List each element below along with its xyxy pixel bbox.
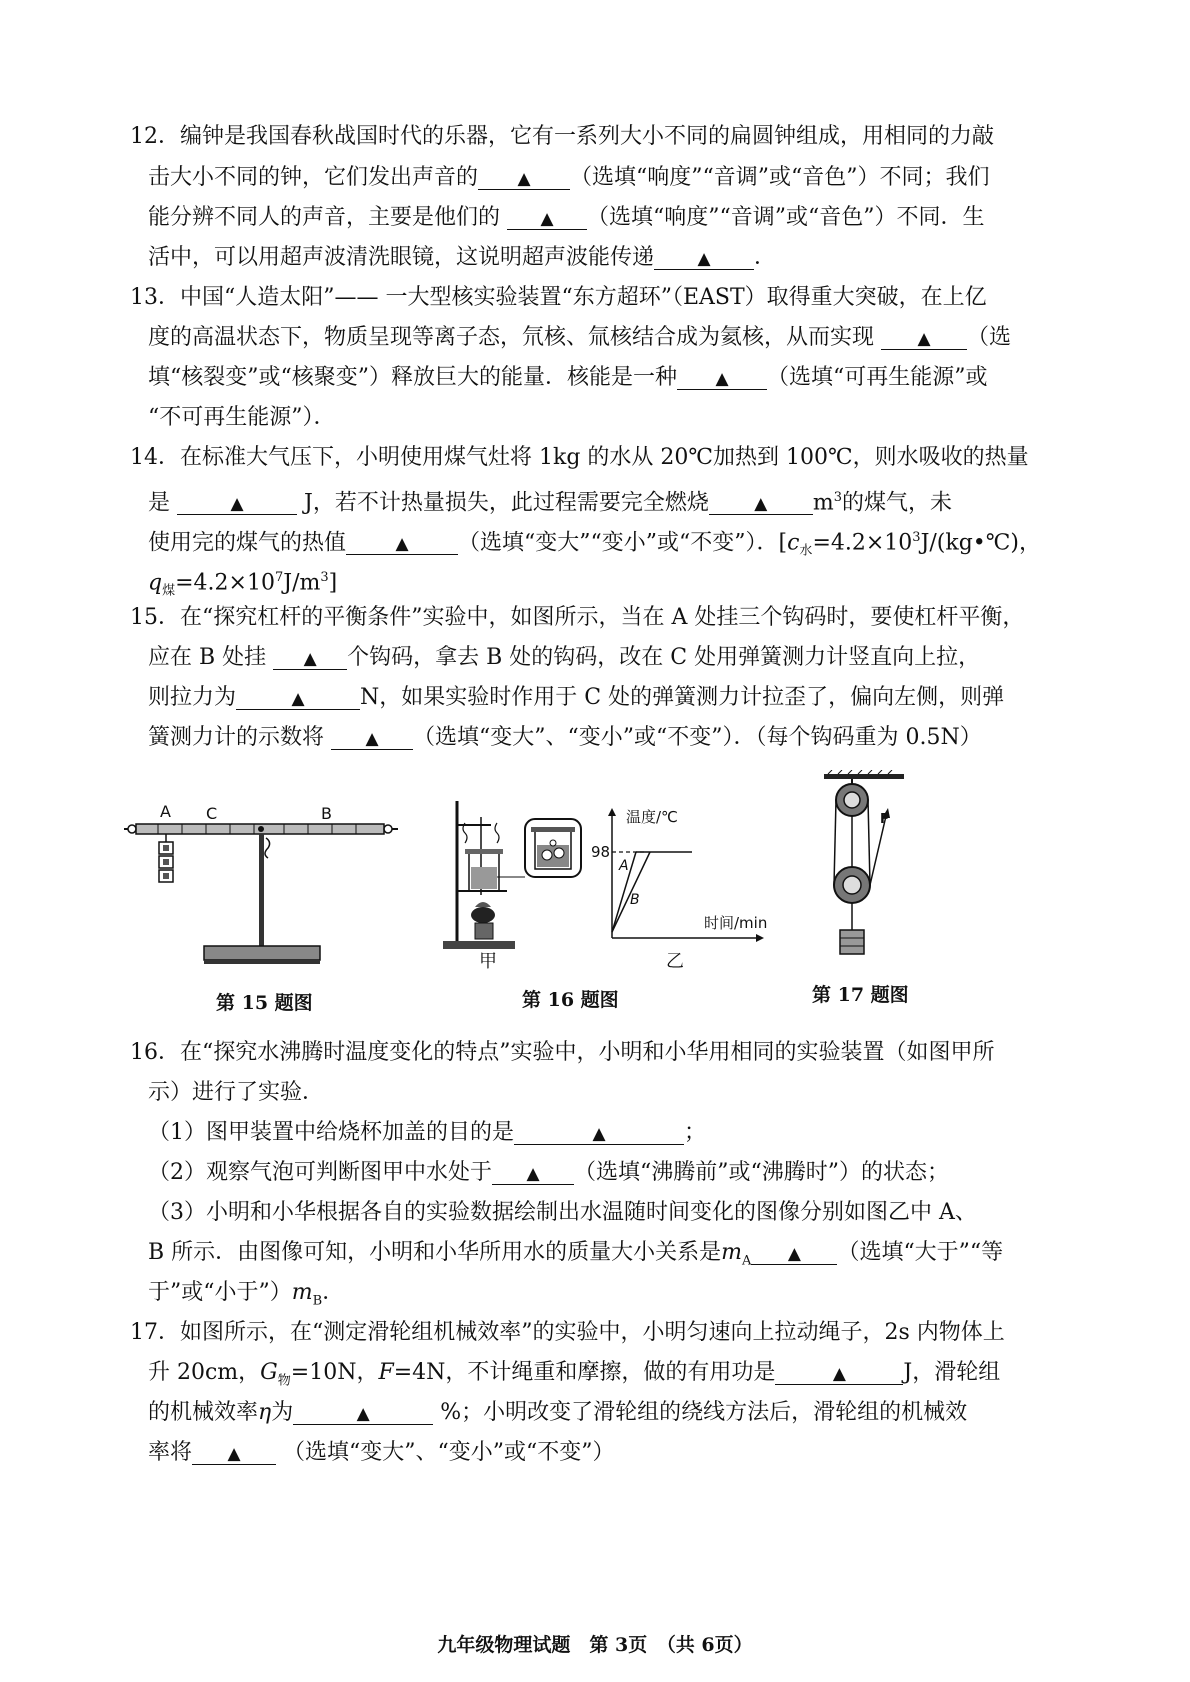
- answer-blank[interactable]: [514, 1118, 684, 1145]
- blank-marker: ▲: [832, 1364, 846, 1384]
- lever-label-c: C: [206, 804, 218, 823]
- q13-line2: 度的高温状态下，物质呈现等离子态，氘核、氚核结合成为氦核，从而实现 ▲ （选: [148, 325, 1012, 350]
- graph-tick-98: 98: [591, 843, 611, 861]
- blank-marker: ▲: [356, 1404, 370, 1424]
- answer-blank[interactable]: [709, 488, 813, 515]
- q16-line5: （3）小明和小华根据各自的实验数据绘制出水温随时间变化的图像分别如图乙中 A、: [148, 1200, 977, 1225]
- answer-blank[interactable]: [881, 323, 967, 350]
- blank-marker: ▲: [230, 494, 244, 515]
- q16-line7: 于”或“小于$”)m_B$．: [148, 1280, 345, 1309]
- answer-blank[interactable]: [478, 163, 570, 190]
- fig17-pulley-diagram: [810, 770, 920, 965]
- blank-marker: ▲: [365, 729, 379, 749]
- blank-marker: ▲: [754, 494, 768, 515]
- q14-line1: 14．在标准大气压下，小明使用煤气灶将 1kg 的水从 20℃加热到 100℃，则水吸收的热量: [130, 445, 1029, 470]
- blank-marker: ▲: [291, 689, 305, 709]
- q17-line2: 升 20cm，$G_物=10N$，F=4N，不计绳重和摩擦，做的有用功是 ▲ J，滑轮组: [148, 1360, 1001, 1389]
- q13-line1: 13．中国“人造太阳”—— 一大型核实验装置“东方超环”（EAST）取得重大突破，在上亿: [130, 285, 987, 310]
- graph-curve-b-label: B: [630, 892, 640, 908]
- blank-marker: ▲: [715, 369, 729, 389]
- blank-marker: ▲: [395, 534, 409, 555]
- answer-blank[interactable]: [654, 243, 754, 270]
- fig16-boiling-apparatus: [435, 795, 610, 955]
- q16-line2: 示）进行了实验．: [148, 1080, 325, 1105]
- fig16-label-yi: 乙: [666, 951, 684, 972]
- answer-blank[interactable]: [677, 363, 767, 390]
- q15-line1: 15．在“探究杠杆的平衡条件”实验中，如图所示，当在 A 处挂三个钩码时，要使杠杆平衡，: [130, 605, 1025, 630]
- q16-line1: 16．在“探究水沸腾时温度变化的特点”实验中，小明和小华用相同的实验装置（如图甲所: [130, 1040, 995, 1065]
- q12-line3: 能分辨不同人的声音，主要是他们的 ▲ （选填“响度”“音调”或“音色”）不同．生: [148, 205, 985, 230]
- answer-blank[interactable]: [751, 1238, 837, 1265]
- lever-label-a: A: [160, 802, 171, 821]
- fig16-label-jia: 甲: [479, 951, 497, 972]
- answer-blank[interactable]: [293, 1398, 433, 1425]
- answer-blank[interactable]: [192, 1438, 276, 1465]
- q14-line4: $q_煤=4.2\times 10^7J/m^3$]: [148, 570, 338, 599]
- blank-marker: ▲: [227, 1444, 241, 1464]
- answer-blank[interactable]: [507, 203, 587, 230]
- q15-line2: 应在 B 处挂 ▲ 个钩码，拿去 B 处的钩码，改在 C 处用弹簧测力计竖直向上拉，: [148, 645, 981, 670]
- q12-line1: 12．编钟是我国春秋战国时代的乐器，它有一系列大小不同的扁圆钟组成，用相同的力敲: [130, 124, 994, 149]
- q15-line4: 簧测力计的示数将 ▲ （选填“变大”、“变小”或“不变”）．（每个钩码重为 0.5N）: [148, 725, 982, 750]
- page-footer: 九年级物理试题 第 3页 （共 6页）: [437, 1634, 753, 1656]
- blank-marker: ▲: [526, 1164, 540, 1184]
- q12-line2: 击大小不同的钟，它们发出声音的 ▲ （选填“响度”“音调”或“音色”）不同；我们: [148, 165, 990, 190]
- blank-marker: ▲: [787, 1244, 801, 1264]
- blank-marker: ▲: [917, 329, 931, 349]
- answer-blank[interactable]: [273, 643, 347, 670]
- q15-line3: 则拉力为 ▲ N，如果实验时作用于 C 处的弹簧测力计拉歪了，偏向左侧，则弹: [148, 685, 1005, 710]
- fig15-caption: 第 15 题图: [216, 992, 313, 1014]
- q14-line3: 使用完的煤气的热值 ▲ （选填“变大”“变小”或“不变”）．[$c_水=4.2\times 10^3J/(kg•℃)$，: [148, 530, 1041, 559]
- answer-blank[interactable]: [331, 723, 413, 750]
- blank-marker: ▲: [517, 169, 531, 189]
- answer-blank[interactable]: [492, 1158, 574, 1185]
- graph-y-axis-label: 温度/℃: [626, 808, 678, 826]
- blank-marker: ▲: [540, 209, 554, 229]
- blank-marker: ▲: [303, 649, 317, 669]
- pulley-force-label: F: [880, 812, 889, 827]
- q16-line4: （2）观察气泡可判断图甲中水处于 ▲ （选填“沸腾前”或“沸腾时”）的状态；: [148, 1160, 949, 1185]
- q17-line1: 17．如图所示，在“测定滑轮组机械效率”的实验中，小明匀速向上拉动绳子，2s 内物体上: [130, 1320, 1005, 1345]
- q17-line3: 的机械效率η为 ▲ %；小明改变了滑轮组的绕线方法后，滑轮组的机械效: [148, 1400, 968, 1425]
- fig17-caption: 第 17 题图: [812, 984, 909, 1006]
- answer-blank[interactable]: [236, 683, 360, 710]
- q16-line3: （1）图甲装置中给烧杯加盖的目的是 ▲ ；: [148, 1120, 707, 1145]
- q17-line4: 率将 ▲ （选填“变大”、“变小”或“不变”）: [148, 1440, 615, 1465]
- graph-x-axis-label: 时间/min: [704, 914, 768, 932]
- lever-label-b: B: [321, 804, 332, 823]
- answer-blank[interactable]: [346, 528, 458, 555]
- blank-marker: ▲: [592, 1124, 606, 1144]
- graph-curve-a-label: A: [619, 858, 629, 874]
- blank-marker: ▲: [697, 249, 711, 269]
- q13-line3: 填“核裂变”或“核聚变”）释放巨大的能量．核能是一种 ▲ （选填“可再生能源”或: [148, 365, 988, 390]
- q16-line6: B 所示．由图像可知，小明和小华所用水的质量大小关系是$m_A$ ▲ （选填“大于”“等: [148, 1240, 1004, 1269]
- q12-line4: 活中，可以用超声波清洗眼镜，这说明超声波能传递 ▲ ．: [148, 245, 777, 270]
- answer-blank[interactable]: [775, 1358, 903, 1385]
- q13-line4: “不可再生能源”）．: [148, 405, 336, 430]
- answer-blank[interactable]: [177, 488, 297, 515]
- fig16-caption: 第 16 题图: [522, 989, 619, 1011]
- q14-line2: 是 ▲ J，若不计热量损失，此过程需要完全燃烧 ▲ $m^3$的煤气，未: [148, 490, 953, 516]
- fig15-lever-diagram: [120, 800, 420, 980]
